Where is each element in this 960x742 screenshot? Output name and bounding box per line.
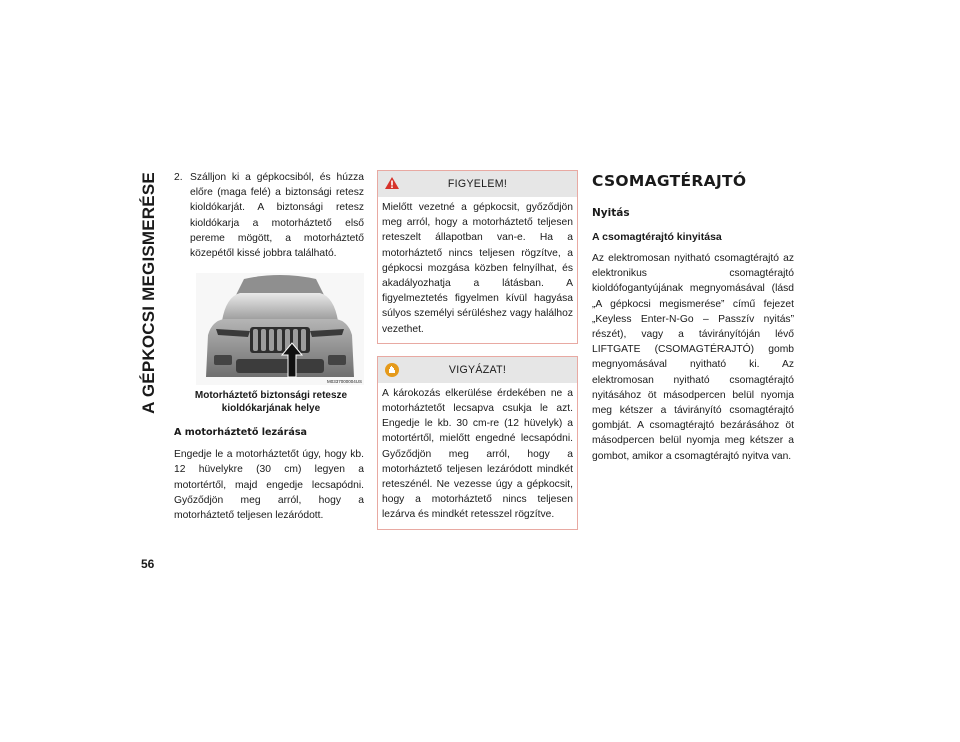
left-column (174, 170, 364, 523)
warning-header (378, 171, 577, 197)
hood-latch-figure (196, 273, 364, 385)
side-section-title-text: A GÉPKOCSI MEGISMERÉSE (139, 172, 158, 414)
warning-triangle-icon (384, 176, 400, 193)
figure-caption: Motorháztető biztonsági retesze kioldókarjának helye (194, 390, 348, 415)
caution-header (378, 357, 577, 383)
warning-box (377, 170, 578, 344)
right-column (592, 170, 794, 464)
section-title: CSOMAGTÉRAJTÓ (592, 172, 747, 190)
warning-text: Mielőtt vezetné a gépkocsit, győződjön meg arról, hogy a motorháztető teljesen reteszelt állapotban van-e. Ha a motorháztető nincs teljesen rögzítve, a gépkocsi mozgása közben felnyílhat, és akadályozhatja a látásban. A figyelmeztetés figyelmen kívül hagyása súlyos személyi sérüléshez vagy halálhoz vezethet. (382, 202, 573, 335)
middle-column (377, 170, 578, 530)
body-paragraph: Engedje le a motorháztetőt úgy, hogy kb. 12 hüvelykre (30 cm) legyen a motortértől, majd engedje lecsapódni. Győződjön meg arról, hogy a motorháztető teljesen lezáródott. (174, 449, 364, 522)
step-text: Szálljon ki a gépkocsiból, és húzza előre (maga felé) a biztonsági retesz kioldókarját. A biztonsági retesz kioldókarja a motorháztető első pereme mögött, a motorháztető közepétől kissé jobbra található. (190, 172, 364, 260)
caution-title: VIGYÁZAT! (448, 363, 507, 376)
section-subtitle: Nyitás (592, 207, 630, 219)
step-number: 2. (174, 172, 183, 183)
side-section-title (134, 172, 164, 414)
page-number: 56 (141, 557, 155, 571)
section-subheading: A motorháztető lezárása (174, 427, 308, 439)
body-paragraph: Az elektromosan nyitható csomagtérajtó az elektronikus csomagtérajtó kioldófogantyújának megnyomásával (lásd „A gépkocsi megismerése” című fejezet „Keyless Enter-N-Go – Passzív nyitás” részét), vagy a távirányítóján lévő LIFTGATE (CSOMAGTÉRAJTÓ) gomb megnyomásával nyitható ki. Az elektromosan nyitható csomagtérajtó nyitásához öt másodpercen belül nyomja meg kétszer a távirányító csomagtérajtó gombját. A csomagtérajtó bezárásához öt másodpercen belül nyomja meg kétszer a gombot, amikor a csomagtérajtó nyitva van. (592, 253, 794, 462)
car-front-illustration (196, 273, 364, 385)
warning-title: FIGYELEM! (447, 178, 508, 190)
instruction-step (174, 170, 364, 261)
caution-hand-icon (384, 362, 400, 381)
caution-text: A károkozás elkerülése érdekében ne a motorháztetőt lecsapva csukja le azt. Engedje le kb. 30 cm-re (12 hüvelyk) a motortértől, mielőtt engedné lecsapódni. Győződjön meg arról, hogy a motorháztető teljesen lezáródott mindkét reteszénél. Ne vezesse úgy a gépkocsit, hogy a motorháztető nincs teljesen lezárva és mindkét retesszel rögzítve. (382, 387, 573, 521)
section-subsubtitle: A csomagtérajtó kinyitása (592, 231, 722, 243)
figure-code: M0337000004US (326, 379, 362, 385)
caution-box (377, 356, 578, 530)
